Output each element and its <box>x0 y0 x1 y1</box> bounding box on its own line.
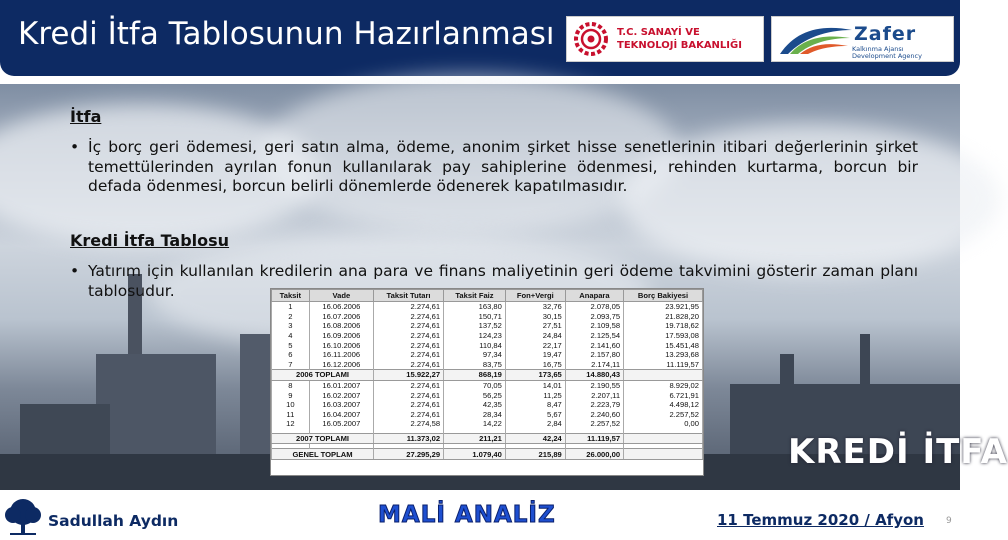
table-cell: 16.10.2006 <box>309 340 373 350</box>
table-cell: 70,05 <box>444 380 506 390</box>
table-cell: 16.01.2007 <box>309 380 373 390</box>
table-cell: 2.274,61 <box>374 340 444 350</box>
table-cell: 15.451,48 <box>624 340 703 350</box>
table-cell: 211,21 <box>444 433 506 444</box>
table-cell: 137,52 <box>444 321 506 331</box>
course-title: MALİ ANALİZ <box>378 502 556 528</box>
table-cell: 16.06.2006 <box>309 302 373 312</box>
table-cell: 5 <box>272 340 310 350</box>
table-row <box>272 419 703 429</box>
zafer-sub-1: Kalkınma Ajansı <box>852 45 904 53</box>
table-cell: 2.093,75 <box>565 312 623 322</box>
table-cell: 30,15 <box>505 312 565 322</box>
table-cell: 2.141,60 <box>565 340 623 350</box>
table-row <box>272 380 703 390</box>
overlay-title: KREDİ İTFA <box>788 432 1008 472</box>
table-cell: 163,80 <box>444 302 506 312</box>
table-cell: 28,34 <box>444 410 506 420</box>
bullet-itfa-definition <box>70 138 918 197</box>
table-cell: 0,00 <box>624 419 703 429</box>
table-cell: 11.119,57 <box>565 433 623 444</box>
table-row <box>272 340 703 350</box>
table-cell: 124,23 <box>444 331 506 341</box>
table-cell: 11.373,02 <box>374 433 444 444</box>
table-cell: 6 <box>272 350 310 360</box>
column-header: Taksit Tutarı <box>374 290 444 302</box>
table-cell: 2007 TOPLAMI <box>272 433 374 444</box>
bullet-dot: • <box>70 138 80 156</box>
table-cell: 16.03.2007 <box>309 400 373 410</box>
table-cell: 2.125,54 <box>565 331 623 341</box>
table-cell: 16,75 <box>505 360 565 370</box>
table-cell: 2.257,52 <box>565 419 623 429</box>
table-cell: 1.079,40 <box>444 449 506 460</box>
table-cell: 2.274,61 <box>374 360 444 370</box>
table-cell: 16.09.2006 <box>309 331 373 341</box>
table-row <box>272 302 703 312</box>
table-cell: 16.11.2006 <box>309 350 373 360</box>
table-row <box>272 360 703 370</box>
table-cell: 2.274,61 <box>374 331 444 341</box>
table-cell: 42,35 <box>444 400 506 410</box>
column-header: Fon+Vergi <box>505 290 565 302</box>
table-cell: 7 <box>272 360 310 370</box>
table-cell: 8 <box>272 380 310 390</box>
logo-line-2: TEKNOLOJİ BAKANLIĞI <box>617 40 742 51</box>
table-cell: 868,19 <box>444 370 506 381</box>
page-number: 9 <box>946 516 952 526</box>
table-cell: 14,22 <box>444 419 506 429</box>
zafer-sub-2: Development Agency <box>852 52 922 60</box>
table-cell: 19.718,62 <box>624 321 703 331</box>
table-cell: 6.721,91 <box>624 390 703 400</box>
table-row <box>272 350 703 360</box>
table-cell: 215,89 <box>505 449 565 460</box>
table-cell: 97,34 <box>444 350 506 360</box>
table-cell: 3 <box>272 321 310 331</box>
table-cell: 2.274,61 <box>374 312 444 322</box>
logo-line-1: T.C. SANAYİ VE <box>617 27 700 38</box>
table-cell: 2.274,61 <box>374 350 444 360</box>
table-cell: 9 <box>272 390 310 400</box>
table-header-row <box>272 290 703 302</box>
table-cell: 2006 TOPLAMI <box>272 370 374 381</box>
presentation-date: 11 Temmuz 2020 / Afyon <box>717 511 924 529</box>
table-cell: 12 <box>272 419 310 429</box>
table-row <box>272 410 703 420</box>
table-row <box>272 400 703 410</box>
table-cell: 2.274,58 <box>374 419 444 429</box>
table-cell: 2.078,05 <box>565 302 623 312</box>
table-cell: 16.07.2006 <box>309 312 373 322</box>
table-cell: 27,51 <box>505 321 565 331</box>
zafer-name: Zafer <box>854 23 917 45</box>
subtotal-row <box>272 433 703 444</box>
table-cell <box>624 449 703 460</box>
table-body <box>272 302 703 460</box>
table-cell: 173,65 <box>505 370 565 381</box>
table-cell: 14.880,43 <box>565 370 623 381</box>
table-cell: 2.240,60 <box>565 410 623 420</box>
table-cell: 15.922,27 <box>374 370 444 381</box>
table-cell: 22,17 <box>505 340 565 350</box>
bullet-dot: • <box>70 262 80 280</box>
column-header: Vade <box>309 290 373 302</box>
table-cell: 16.05.2007 <box>309 419 373 429</box>
column-header: Borç Bakiyesi <box>624 290 703 302</box>
table-cell: 83,75 <box>444 360 506 370</box>
table-cell: GENEL TOPLAM <box>272 449 374 460</box>
column-header: Taksit Faiz <box>444 290 506 302</box>
table-cell: 23.921,95 <box>624 302 703 312</box>
table-cell: 5,67 <box>505 410 565 420</box>
table-cell: 1 <box>272 302 310 312</box>
table-cell: 150,71 <box>444 312 506 322</box>
table-cell: 8.929,02 <box>624 380 703 390</box>
table-cell: 32,76 <box>505 302 565 312</box>
table-cell: 2.274,61 <box>374 321 444 331</box>
table-cell: 2.274,61 <box>374 410 444 420</box>
table-cell: 4.498,12 <box>624 400 703 410</box>
table-cell: 27.295,29 <box>374 449 444 460</box>
itfa-definition-text: İç borç geri ödemesi, geri satın alma, ödeme, anonim şirket hisse senetlerinin itibari değerlerinin şirket temettülerinden ayrılan fonun kullanılarak pay sahiplerine ödenmesi, rehinden kurtarma, borcun bir defada ödenmesi, borcun belirli dönemlerde ödenerek kapatılmasıdır. <box>88 138 918 195</box>
table-cell: 2.257,52 <box>624 410 703 420</box>
table-cell: 24,84 <box>505 331 565 341</box>
table-cell: 2.207,11 <box>565 390 623 400</box>
table-cell: 56,25 <box>444 390 506 400</box>
table-cell: 16.08.2006 <box>309 321 373 331</box>
table-cell <box>624 433 703 444</box>
table-row <box>272 331 703 341</box>
table-cell: 21.828,20 <box>624 312 703 322</box>
table-cell: 17.593,08 <box>624 331 703 341</box>
table-cell: 2.109,58 <box>565 321 623 331</box>
table-cell: 8,47 <box>505 400 565 410</box>
section-heading-itfa: İtfa <box>70 107 102 126</box>
subtotal-row <box>272 370 703 381</box>
table-cell: 11,25 <box>505 390 565 400</box>
table-cell: 2.274,61 <box>374 390 444 400</box>
table-cell: 2.274,61 <box>374 400 444 410</box>
table-cell: 2.274,61 <box>374 302 444 312</box>
column-header: Anapara <box>565 290 623 302</box>
section-heading-kredi-itfa-tablosu: Kredi İtfa Tablosu <box>70 231 230 250</box>
table-row <box>272 321 703 331</box>
table-cell: 14,01 <box>505 380 565 390</box>
table-cell: 26.000,00 <box>565 449 623 460</box>
subtotal-row <box>272 449 703 460</box>
table-cell: 42,24 <box>505 433 565 444</box>
table-cell: 16.02.2007 <box>309 390 373 400</box>
table-cell: 11 <box>272 410 310 420</box>
slide-title: Kredi İtfa Tablosunun Hazırlanması <box>18 16 555 52</box>
table-cell: 16.04.2007 <box>309 410 373 420</box>
table-cell: 16.12.2006 <box>309 360 373 370</box>
author-name: Sadullah Aydın <box>48 512 179 530</box>
column-header: Taksit <box>272 290 310 302</box>
table-cell: 13.293,68 <box>624 350 703 360</box>
table-cell: 2.157,80 <box>565 350 623 360</box>
table-cell: 2.190,55 <box>565 380 623 390</box>
table-cell: 110,84 <box>444 340 506 350</box>
table-row <box>272 390 703 400</box>
table-cell: 11.119,57 <box>624 360 703 370</box>
amortization-table <box>270 288 704 476</box>
table-cell: 19,47 <box>505 350 565 360</box>
table-cell: 2.274,61 <box>374 380 444 390</box>
table-cell: 10 <box>272 400 310 410</box>
table-cell: 2.223,79 <box>565 400 623 410</box>
table-cell: 2,84 <box>505 419 565 429</box>
table-row <box>272 312 703 322</box>
table-cell <box>624 370 703 381</box>
tablo-definition-text: Yatırım için kullanılan kredilerin ana para ve finans maliyetinin geri ödeme takvimini gösterir zaman planı tablosudur. <box>88 262 918 300</box>
table-cell: 2.174,11 <box>565 360 623 370</box>
tree-logo-icon <box>2 497 44 537</box>
table-cell: 4 <box>272 331 310 341</box>
table-cell: 2 <box>272 312 310 322</box>
